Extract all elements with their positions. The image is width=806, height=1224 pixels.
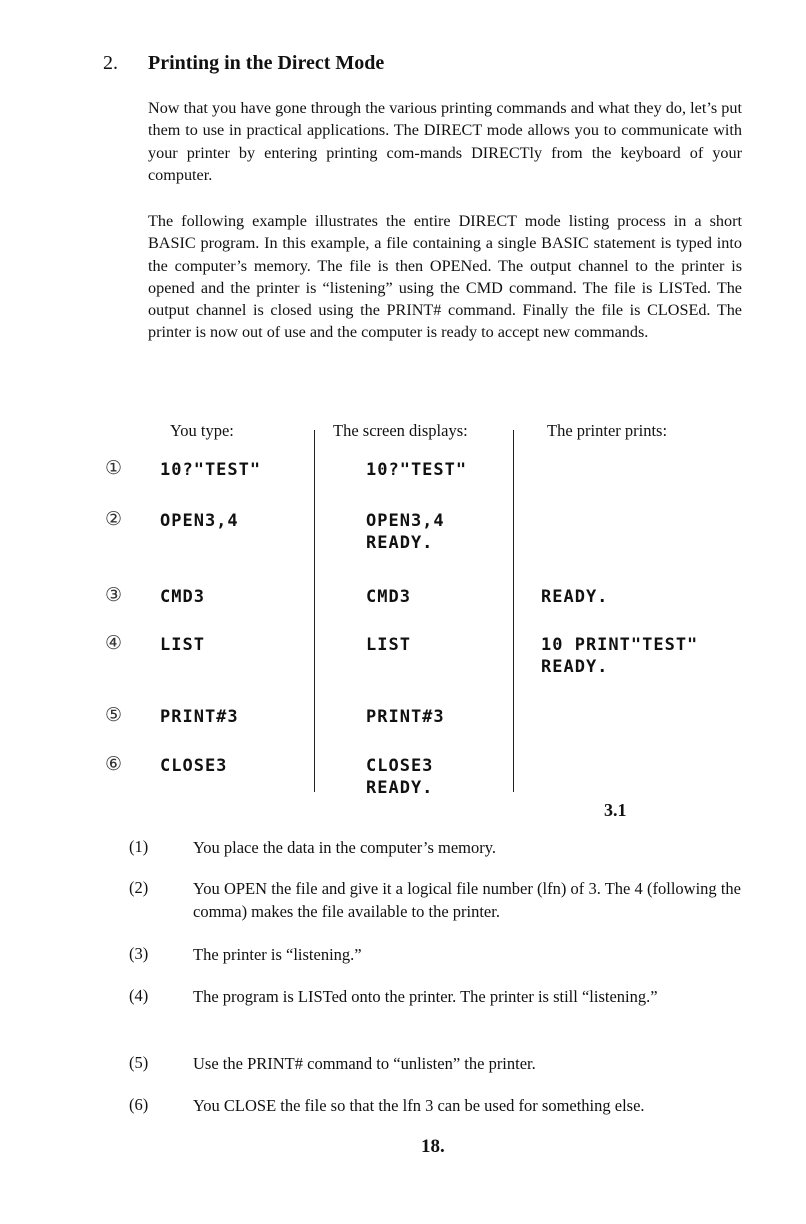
screen-step-3: CMD3	[366, 587, 411, 607]
screen-step-6: CLOSE3 READY.	[366, 756, 434, 798]
note-text-2: You OPEN the file and give it a logical file number (lfn) of 3. The 4 (following the comma) makes the file available to the printer.	[193, 879, 741, 921]
step-number-6: ⑥	[105, 753, 123, 775]
printer-step-4: 10 PRINT"TEST" READY.	[541, 635, 699, 677]
note-number-4: (4)	[129, 986, 149, 1005]
header-you-type: You type:	[170, 421, 234, 440]
note-number-6: (6)	[129, 1095, 149, 1114]
screen-step-2: OPEN3,4 READY.	[366, 511, 445, 553]
note-number-3: (3)	[129, 944, 149, 963]
header-screen-displays: The screen displays:	[333, 421, 468, 440]
note-number-2: (2)	[129, 878, 149, 897]
you-type-step-3: CMD3	[160, 587, 205, 607]
you-type-step-6: CLOSE3	[160, 756, 228, 776]
step-number-5: ⑤	[105, 704, 123, 726]
page-number: 18.	[421, 1136, 445, 1157]
note-number-1: (1)	[129, 837, 149, 856]
step-number-1: ①	[105, 457, 123, 479]
you-type-step-2: OPEN3,4	[160, 511, 239, 531]
figure-label: 3.1	[604, 800, 627, 820]
column-divider-left	[314, 430, 315, 792]
note-number-5: (5)	[129, 1053, 149, 1072]
note-text-4: The program is LISTed onto the printer. The printer is still “listening.”	[193, 987, 658, 1006]
example-paragraph: The following example illustrates the entire DIRECT mode listing process in a short BASIC program. In this example, a file containing a single BASIC statement is typed into the computer’s memory. The file is then OPENed. The output channel to the printer is opened and the printer is “listening” using the CMD command. The file is LISTed. The output channel is closed using the PRINT# command. Finally the file is CLOSEd. The printer is now out of use and the computer is ready to accept new commands.	[148, 212, 742, 342]
screen-step-4: LIST	[366, 635, 411, 655]
printer-step-3: READY.	[541, 587, 609, 607]
note-text-5: Use the PRINT# command to “unlisten” the printer.	[193, 1054, 536, 1073]
note-text-6: You CLOSE the file so that the lfn 3 can be used for something else.	[193, 1096, 645, 1115]
screen-step-5: PRINT#3	[366, 707, 445, 727]
header-printer-prints: The printer prints:	[547, 421, 668, 440]
section-number: 2.	[103, 52, 118, 74]
you-type-step-1: 10?"TEST"	[160, 460, 262, 480]
intro-paragraph: Now that you have gone through the various printing commands and what they do, let’s put them to use in practical applications. The DIRECT mode allows you to communicate with your printer by entering printing com-mands DIRECTly from the keyboard of your computer.	[148, 99, 742, 184]
step-number-3: ③	[105, 584, 123, 606]
step-number-4: ④	[105, 632, 123, 654]
you-type-step-4: LIST	[160, 635, 205, 655]
note-text-3: The printer is “listening.”	[193, 945, 362, 964]
step-number-2: ②	[105, 508, 123, 530]
column-divider-right	[513, 430, 514, 792]
note-text-1: You place the data in the computer’s memory.	[193, 838, 497, 857]
you-type-step-5: PRINT#3	[160, 707, 239, 727]
screen-step-1: 10?"TEST"	[366, 460, 468, 480]
section-title: Printing in the Direct Mode	[148, 52, 385, 74]
